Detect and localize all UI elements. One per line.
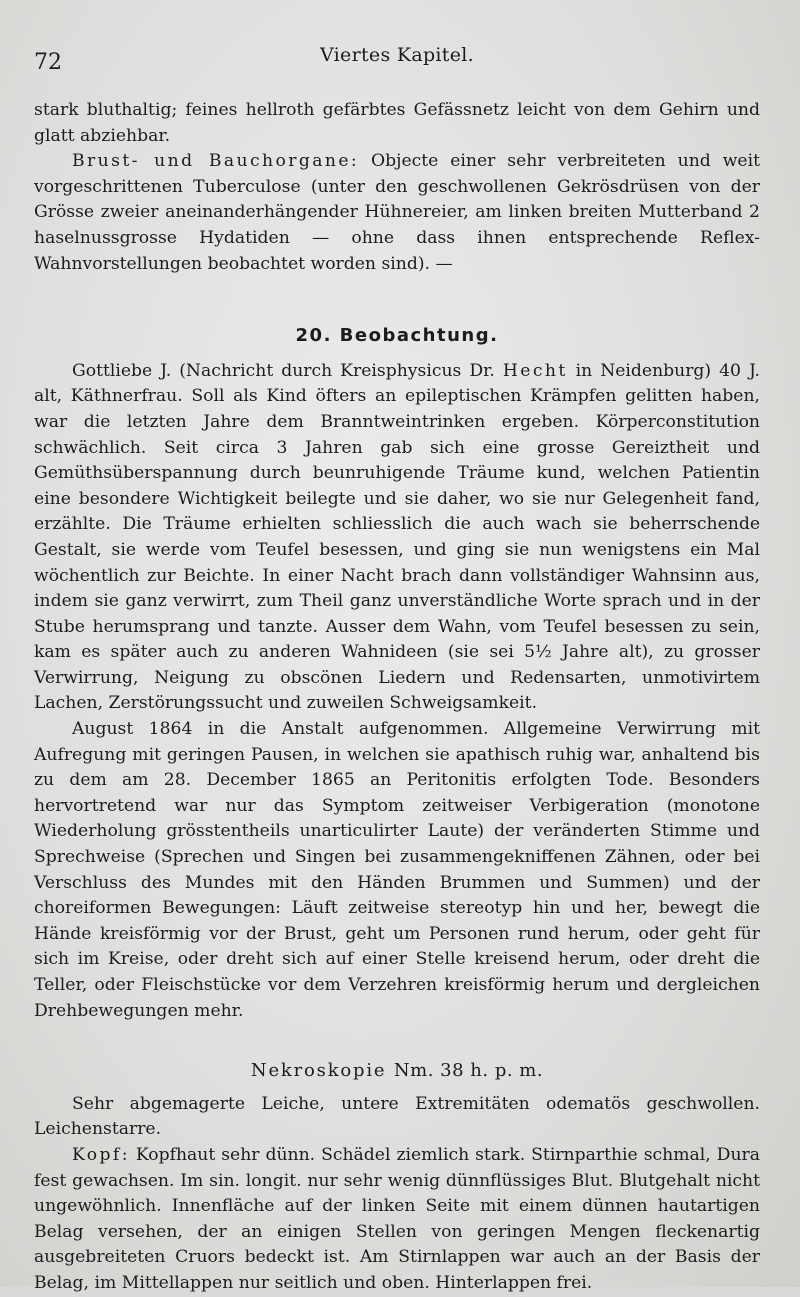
paragraph-text-before: Gottliebe J. (Nachricht durch Kreisphysicus Dr.: [72, 360, 503, 381]
paragraph-text: Kopfhaut sehr dünn. Schädel ziemlich stark. Stirnparthie schmal, Dura fest gewachsen. Im sin. longit. nur sehr wenig dünnflüssiges Blut. Blutgehalt nicht ungewöhnlich. Innenfläche auf der linken Seite mit einem dünnen hautartigen Belag versehen, der an einigen Stellen von geringen Mengen fleckenartig ausgebreiteten Cruors bedeckt ist. Am Stirnlappen war auch an der Basis der Belag, im Mittellappen nur seitlich und oben. Hinterlappen frei.: [34, 1144, 760, 1293]
paragraph-brust-bauchorgane: [34, 149, 760, 277]
paragraph-corpse: Sehr abgemagerte Leiche, untere Extremitäten odematös geschwollen. Leichenstarre.: [34, 1093, 760, 1140]
subsection-time: Nm. 38 h. p. m.: [393, 1060, 544, 1082]
paragraph-admission: August 1864 in die Anstalt aufgenommen. Allgemeine Verwirrung mit Aufregung mit geringen Pausen, in welchen sie apathisch ruhig war, anhaltend bis zu dem am 28. December 1865 an Peritonitis erfolgten Tode. Besonders hervortretend war nur das Symptom zeitweiser Verbigeration (monotone Wiederholung grösstentheils unarticulirter Laute) der veränderten Stimme und Sprechweise (Sprechen und Singen bei zusammengekniffenen Zähnen, oder bei Verschluss des Mundes mit den Händen Brummen und Summen) und der choreiformen Bewegungen: Läuft zeitweise stereotyp hin und her, bewegt die Hände kreisförmig vor der Brust, geht um Personen rund herum, oder geht für sich im Kreise, oder dreht sich auf einer Stelle kreisend herum, oder dreht die Teller, oder Fleischstücke vor dem Verzehren kreisförmig herum und dergleichen Drehbewegungen mehr.: [34, 719, 760, 1021]
page-number: 72: [34, 50, 62, 75]
paragraph-case-history: [34, 359, 760, 717]
page-header: [34, 44, 760, 78]
section-title: 20. Beobachtung.: [295, 325, 499, 347]
paragraph-lead: Brust- und Bauchorgane:: [72, 151, 360, 172]
body-text: [34, 98, 760, 1297]
subsection-label: Nekroskopie: [250, 1060, 387, 1082]
running-head: Viertes Kapitel.: [319, 44, 475, 66]
paragraph-head: [34, 1143, 760, 1297]
paragraph-text: Objecte einer sehr verbreiteten und weit vorgeschrittenen Tuberculose (unter den geschwollenen Gekrösdrüsen von der Grösse zweier aneinanderhängender Hühnereier, am linken breiten Mutterband 2 haselnussgrosse Hydatiden — ohne dass ihnen entsprechende Reflex-Wahnvorstellungen beobachtet worden sind). —: [34, 151, 760, 274]
paragraph-text-after: in Neidenburg) 40 J. alt, Käthnerfrau. Soll als Kind öfters an epileptischen Krämpfen gelitten haben, war die letzten Jahre dem Branntweintrinken ergeben. Körperconstitution schwächlich. Seit circa 3 Jahren gab sich eine grosse Gereiztheit und Gemüthsüberspannung durch beunruhigende Träume kund, welchen Patientin eine besondere Wichtigkeit beilegte und sie daher, wo sie nur Gelegenheit fand, erzählte. Die Träume erhielten schliesslich die auch wach sie beherrschende Gestalt, sie werde vom Teufel besessen, und ging sie nun wenigstens ein Mal wöchentlich zur Beichte. In einer Nacht brach dann vollständiger Wahnsinn aus, indem sie ganz verwirrt, zum Theil ganz unverständliche Worte sprach und in der Stube herumsprang und tanzte. Ausser dem Wahn, vom Teufel besessen zu sein, kam es später auch zu anderen Wahnideen (sie sei 5½ Jahre alt), zu grosser Verwirrung, Neigung zu obscönen Liedern und Redensarten, unmotivirtem Lachen, Zerstörungssucht und zuweilen Schweigsamkeit.: [34, 360, 760, 714]
paragraph-continuation: stark bluthaltig; feines hellroth gefärbtes Gefässnetz leicht von dem Gehirn und glatt abziehbar.: [34, 100, 760, 146]
physician-name: Hecht: [502, 360, 568, 381]
subsection-title: [34, 1058, 760, 1084]
paragraph-lead: Kopf:: [72, 1144, 130, 1165]
